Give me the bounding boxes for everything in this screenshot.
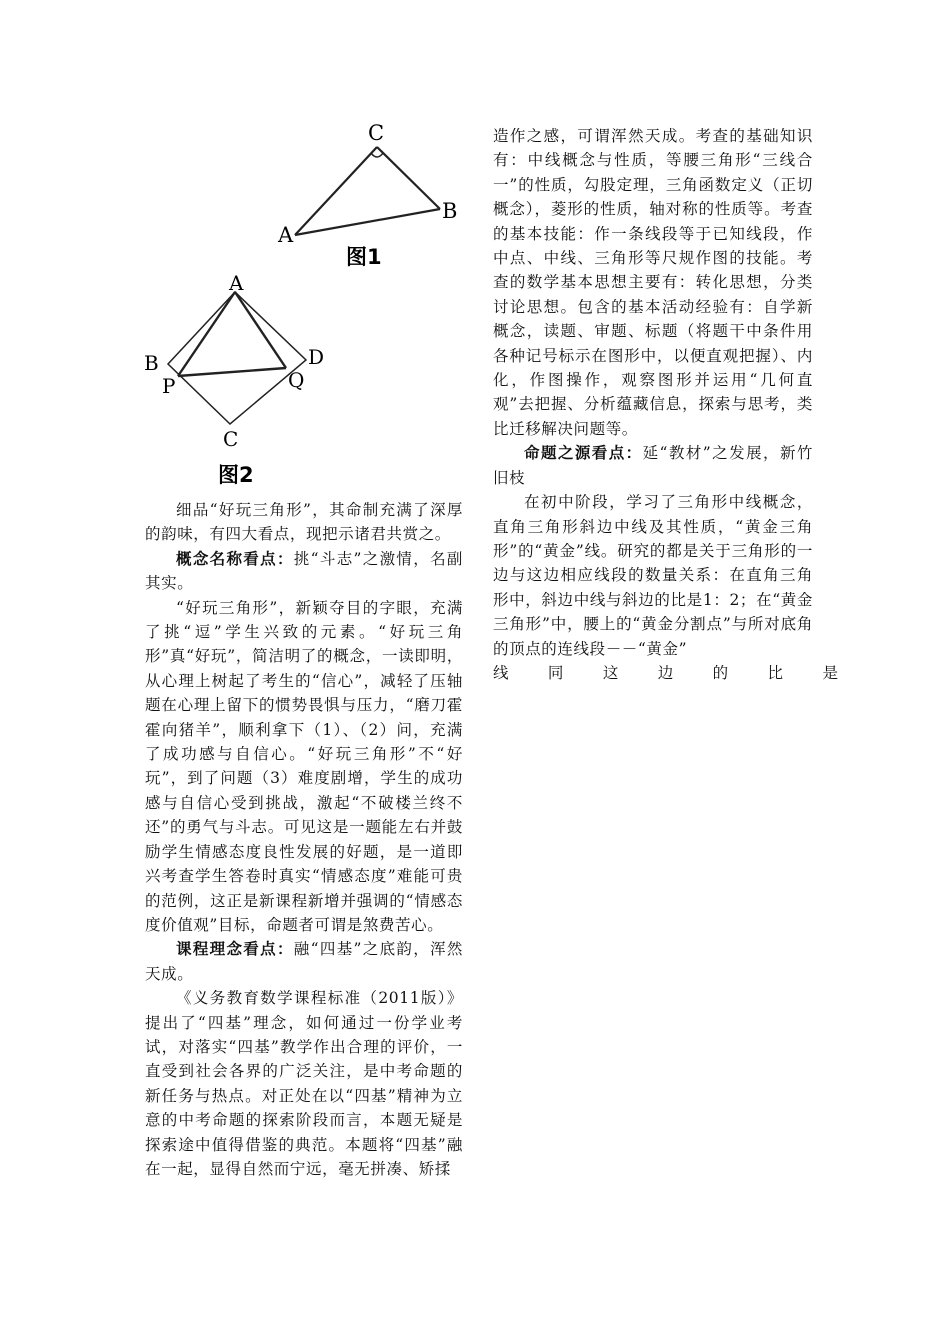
section-concept-label: 概念名称看点： xyxy=(176,548,294,568)
figure-1 xyxy=(270,118,470,273)
section-curriculum-label: 课程理念看点： xyxy=(176,939,294,959)
source-paragraph: 在初中阶段，学习了三角形中线概念，直角三角形斜边中线及其性质，“黄金三角形”的“黄金”线。研究的都是关于三角形的一边与这边相应线段的数量关系：在直角三角形中，斜边中线与斜边的比是1：2；在“黄金三角形”中，腰上的“黄金分割点”与所对底角的顶点的连线段－－“黄金” xyxy=(493,493,813,658)
right-angle-mark xyxy=(371,153,383,157)
last-line-char: 线 xyxy=(493,663,509,682)
figure1-label-c: C xyxy=(368,121,385,145)
curriculum-paragraph: 《义务教育数学课程标准（2011版）》提出了“四基”理念，如何通过一份学业考试，对落实“四基”教学作出合理的评价，一直受到社会各界的广泛关注，是中考命题的新任务与热点。对正处在以“四基”精神为立意的中考命题的探索阶段而言，本题无疑是探索途中值得借鉴的典范。本题将“四基”融在一起，显得自然而宁远，毫无拼凑、矫揉 xyxy=(145,989,463,1178)
figure1-label-b: B xyxy=(442,199,458,223)
section-concept-heading xyxy=(145,547,463,596)
justified-last-line xyxy=(493,661,838,685)
figure2-label-a: A xyxy=(229,272,244,295)
last-line-char: 同 xyxy=(547,663,564,682)
figure2-label-b: B xyxy=(144,351,159,375)
last-line-char: 比 xyxy=(767,663,784,682)
last-line-char: 是 xyxy=(822,663,838,682)
concept-paragraph: “好玩三角形”，新颖夺目的字眼，充满了挑“逗”学生兴致的元素。“好玩三角形”真“好玩”，简洁明了的概念，一读即明，从心理上树起了考生的“信心”，减轻了压轴题在心理上留下的惯势畏惧与压力，“磨刀霍霍向猪羊”，顺利拿下（1）、（2）问，充满了成功感与自信心。“好玩三角形”不“好玩”，到了问题（3）难度剧增，学生的成功感与自信心受到挑战，激起“不破楼兰终不还”的勇气与斗志。可见这是一题能左右并鼓励学生情感态度良性发展的好题，是一道即兴考查学生答卷时真实“情感态度”难能可贵的范例，这正是新课程新增并强调的“情感态度价值观”目标，命题者可谓是煞费苦心。 xyxy=(145,598,463,934)
section-concept-text: 挑“斗志”之激情，名副其实。 xyxy=(145,549,464,593)
figure1-label-a: A xyxy=(278,223,294,247)
last-line-char: 的 xyxy=(712,663,729,682)
section-source-label: 命题之源看点： xyxy=(524,443,643,463)
section-curriculum-text: 融“四基”之底韵，浑然天成。 xyxy=(145,940,464,983)
right-column xyxy=(493,124,838,685)
segment-aq xyxy=(235,292,286,368)
continued-paragraph: 造作之感，可谓浑然天成。考查的基础知识有：中线概念与性质，等腰三角形“三线合一”的性质，勾股定理，三角函数定义（正切概念），菱形的性质，轴对称的性质等。考查的基本技能：作一条线段等于已知线段，作中点、中线、三角形等尺规作图的技能。考查的数学基本思想主要有：转化思想，分类讨论思想。包含的基本活动经验有：自学新概念，读题、审题、标题（将题干中条件用各种记号标示在图形中，以便直观把握）、内化，作图操作，观察图形并运用“几何直观”去把握、分析蕴藏信息，探索与思考，类比迁移解决问题等。 xyxy=(493,127,813,438)
last-line-char: 这 xyxy=(602,663,619,682)
figure2-label-p: P xyxy=(162,374,176,398)
figure-2 xyxy=(138,272,338,494)
figure2-caption: 图2 xyxy=(218,463,254,487)
left-column xyxy=(145,498,463,1181)
section-source-heading xyxy=(493,441,813,490)
figure1-caption: 图1 xyxy=(346,245,382,269)
figure2-label-d: D xyxy=(308,345,325,369)
figure2-label-c: C xyxy=(223,427,239,451)
last-line-char: 边 xyxy=(657,663,674,682)
segment-ap xyxy=(178,292,235,376)
section-source-text: 延“教材”之发展，新竹旧枝 xyxy=(493,444,813,487)
section-curriculum-heading xyxy=(145,937,463,986)
rhombus-outline xyxy=(168,292,306,424)
segment-cb xyxy=(377,147,440,209)
intro-paragraph: 细品“好玩三角形”，其命制充满了深厚的韵味，有四大看点，现把示诸君共赏之。 xyxy=(145,501,463,544)
figure2-label-q: Q xyxy=(288,368,305,392)
segment-pq xyxy=(178,368,286,376)
